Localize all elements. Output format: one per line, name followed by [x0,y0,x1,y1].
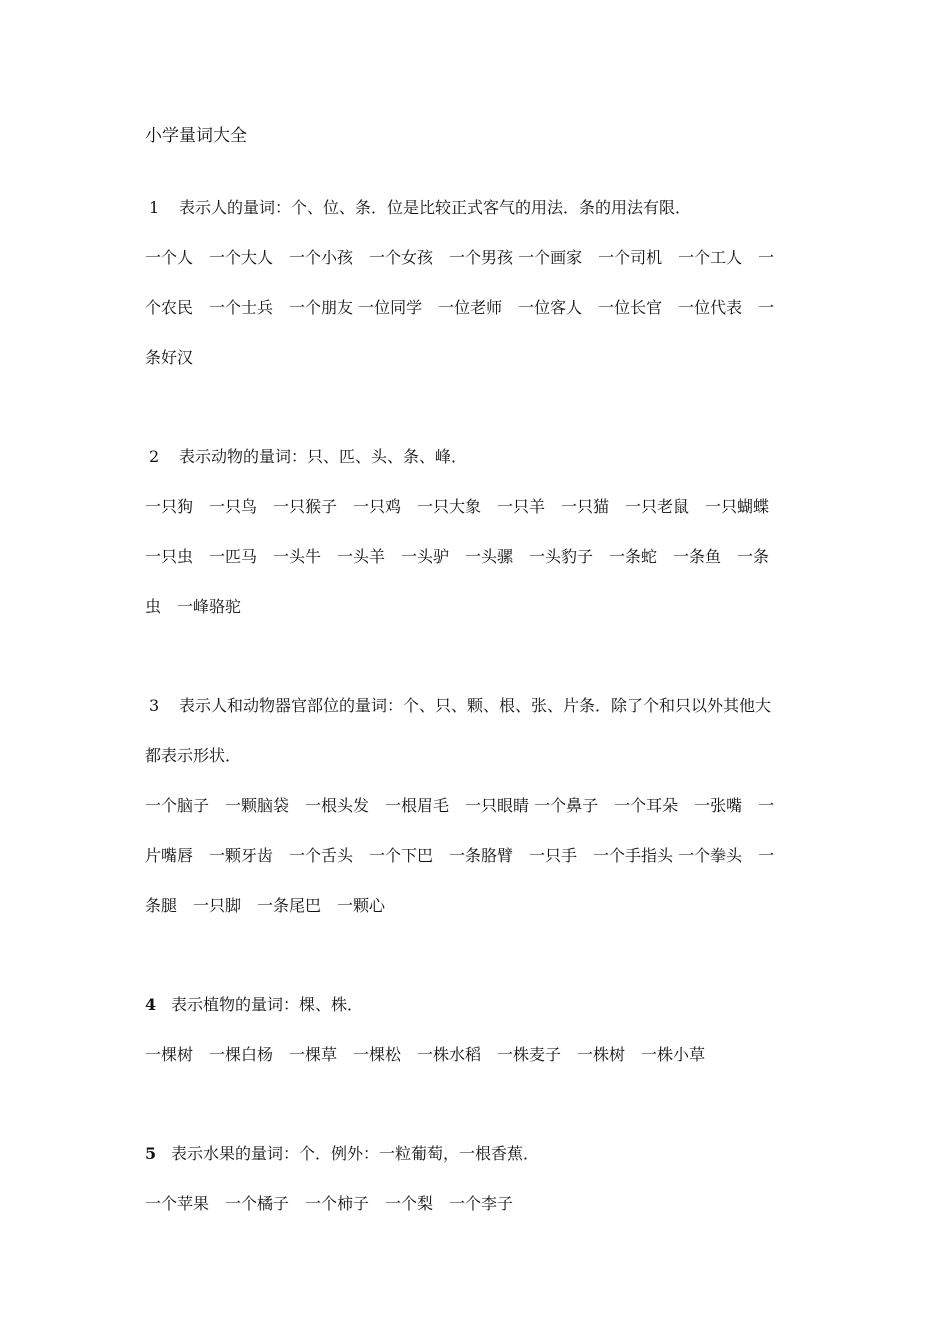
section-heading-text: 表示人的量词：个、位、条．位是比较正式客气的用法．条的用法有限． [179,198,692,217]
section-number: 1 [149,198,160,217]
section-2-line-1: 一只狗 一只鸟 一只猴子 一只鸡 一只大象 一只羊 一只猫 一只老鼠 一只蝴蝶 [145,497,770,516]
section-1-line-2: 个农民 一个士兵 一个朋友 一位同学 一位老师 一位客人 一位长官 一位代表 一 [145,298,775,317]
section-1-line-1: 一个人 一个大人 一个小孩 一个女孩 一个男孩 一个画家 一个司机 一个工人 一 [145,248,775,267]
document-title: 小学量词大全 [145,126,247,146]
section-heading-text: 表示水果的量词：个．例外：一粒葡萄，一根香蕉． [171,1144,540,1163]
section-number: 3 [149,696,160,715]
section-4-line-1: 一棵树 一棵白杨 一棵草 一棵松 一株水稻 一株麦子 一株树 一株小草 [145,1045,706,1064]
section-number: 4 [145,995,157,1014]
section-number: 5 [145,1144,157,1163]
section-5-heading [145,1142,815,1166]
section-5-line-1: 一个苹果 一个橘子 一个柿子 一个梨 一个李子 [145,1194,514,1213]
section-3-line-3: 条腿 一只脚 一条尾巴 一颗心 [145,896,386,915]
section-3-line-2: 片嘴唇 一颗牙齿 一个舌头 一个下巴 一条胳臂 一只手 一个手指头 一个拳头 一 [145,846,775,865]
section-1-line-3: 条好汉 [145,348,194,367]
section-2-line-2: 一只虫 一匹马 一头牛 一头羊 一头驴 一头骡 一头豹子 一条蛇 一条鱼 一条 [145,547,770,566]
section-3-heading-continued: 都表示形状． [145,746,242,765]
section-heading-text: 表示动物的量词：只、匹、头、条、峰． [179,447,468,466]
section-2-line-3: 虫 一峰骆驼 [145,597,242,616]
section-2-heading [145,445,815,469]
section-3-line-1: 一个脑子 一颗脑袋 一根头发 一根眉毛 一只眼睛 一个鼻子 一个耳朵 一张嘴 一 [145,796,775,815]
section-number: 2 [149,447,160,466]
section-1-heading [145,196,815,220]
section-heading-text: 表示植物的量词：棵、株． [171,995,364,1014]
section-4-heading [145,993,815,1017]
section-heading-text: 表示人和动物器官部位的量词：个、只、颗、根、张、片条．除了个和只以外其他大 [179,696,772,715]
section-3-heading [145,694,815,718]
